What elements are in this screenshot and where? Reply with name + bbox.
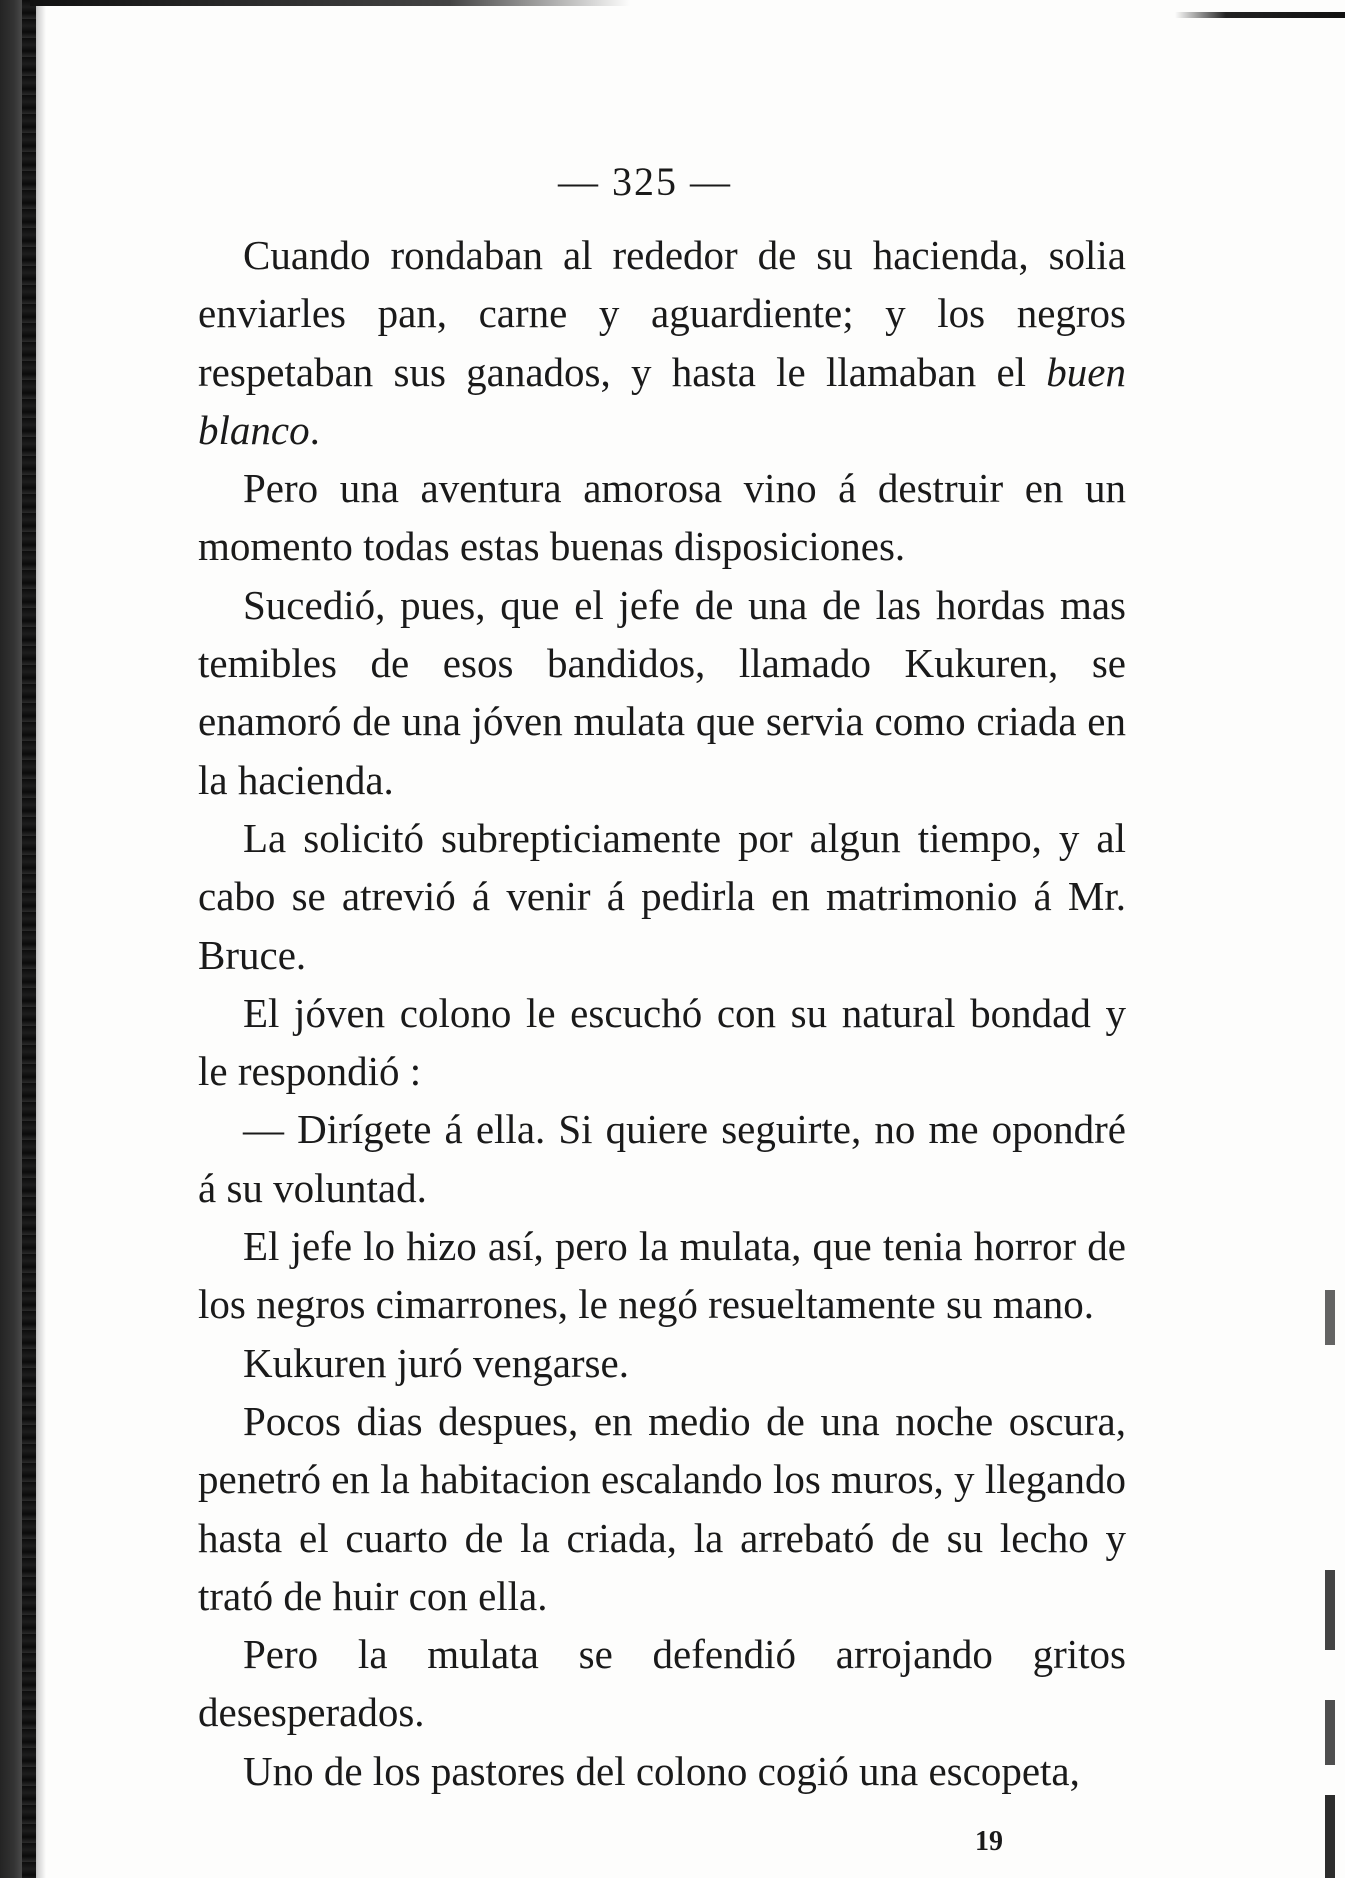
paragraph-9: Pocos dias despues, en medio de una noche oscura, penetró en la habitacion escalando los muros, y llegando hasta el cuarto de la criada, la arrebató de su lecho y trató de huir con ella. — [198, 1397, 1126, 1619]
paragraph-10: Pero la mulata se defendió arrojando gritos desesperados. — [198, 1631, 1126, 1736]
paragraph-4: La solicitó subrepticiamente por algun tiempo, y al cabo se atrevió á venir á pedirla en matrimonio á Mr. Bruce. — [198, 814, 1126, 978]
paragraph-7: El jefe lo hizo así, pero la mulata, que tenia horror de los negros cimarrones, le negó resueltamente su mano. — [198, 1223, 1126, 1328]
scan-edge-top-left — [30, 0, 630, 6]
paragraph-11: Uno de los pastores del colono cogió una escopeta, — [243, 1747, 1080, 1794]
body-text — [198, 226, 1126, 1800]
paragraph-8: Kukuren juró vengarse. — [243, 1339, 629, 1386]
scan-edge-mark — [1325, 1570, 1335, 1650]
paragraph-text: Cuando rondaban al rededor de su hacienda, solia enviarles pan, carne y aguardiente; y los negros respetaban sus ganados, y hasta le llamaban el — [198, 232, 1126, 395]
scan-edge-mark — [1325, 1290, 1335, 1345]
italic-phrase: buen blanco — [198, 348, 1126, 453]
paragraph-text: . — [309, 406, 320, 453]
scan-edge-top-right — [1175, 12, 1345, 18]
paragraph-5: El jóven colono le escuchó con su natural bondad y le respondió : — [198, 989, 1126, 1095]
paragraph-6-dialogue: — Dirígete á ella. Si quiere seguirte, no me opondré á su voluntad. — [198, 1106, 1126, 1211]
scan-edge-mark — [1325, 1700, 1335, 1765]
signature-number: 19 — [975, 1826, 1003, 1857]
paragraph-2: Pero una aventura amorosa vino á destruir en un momento todas estas buenas disposiciones. — [198, 465, 1126, 570]
page-number: — 325 — — [558, 159, 732, 204]
binding-shadow — [22, 0, 36, 1878]
scan-edge-mark — [1325, 1795, 1335, 1878]
paragraph-1 — [198, 226, 1126, 459]
paragraph-3: Sucedió, pues, que el jefe de una de las hordas mas temibles de esos bandidos, llamado Kukuren, se enamoró de una jóven mulata que servia como criada en la hacienda. — [198, 581, 1126, 803]
